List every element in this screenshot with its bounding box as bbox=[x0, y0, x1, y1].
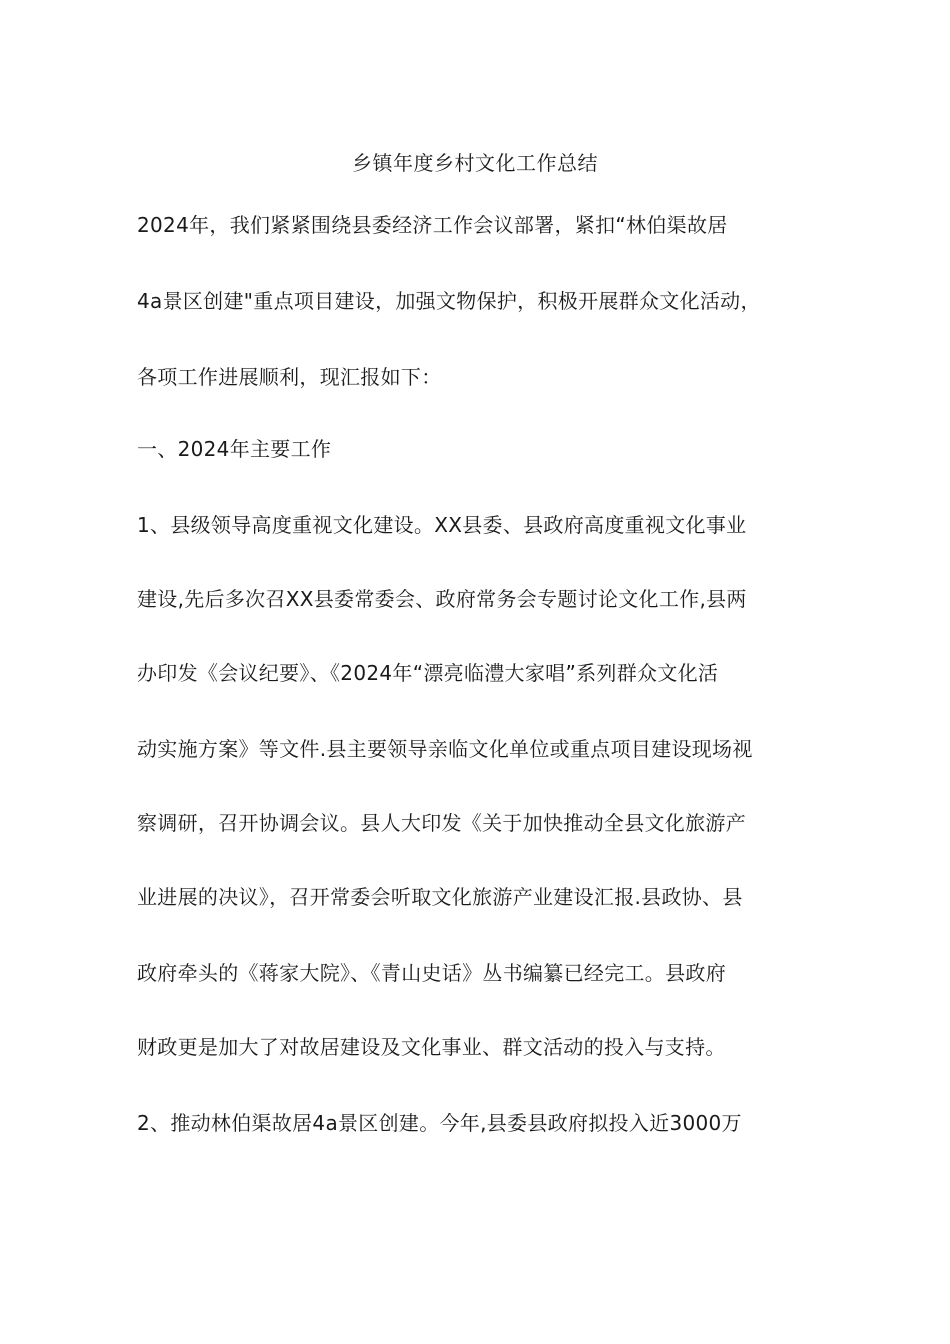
item-1-line-7: 政府牵头的《蒋家大院》、《青山史话》丛书编纂已经完工。县政府 bbox=[137, 961, 726, 985]
intro-line-3: 各项工作进展顺利，现汇报如下： bbox=[137, 365, 442, 389]
item-1-line-1: 1、县级领导高度重视文化建设。XX县委、县政府高度重视文化事业 bbox=[137, 513, 747, 537]
item-1-line-8: 财政更是加大了对故居建设及文化事业、群文活动的投入与支持。 bbox=[137, 1035, 726, 1059]
item-2-line-1: 2、推动林伯渠故居4a景区创建。今年,县委县政府拟投入近3000万 bbox=[137, 1111, 742, 1135]
item-1-line-5: 察调研，召开协调会议。县人大印发《关于加快推动全县文化旅游产 bbox=[137, 811, 746, 835]
item-1-line-2: 建设,先后多次召XX县委常委会、政府常务会专题讨论文化工作,县两 bbox=[137, 587, 747, 611]
section-heading-1: 一、2024年主要工作 bbox=[137, 437, 332, 461]
item-1-line-6: 业进展的决议》，召开常委会听取文化旅游产业建设汇报.县政协、县 bbox=[137, 885, 743, 909]
intro-line-1: 2024年，我们紧紧围绕县委经济工作会议部署，紧扣“林伯渠故居 bbox=[137, 213, 728, 237]
document-title: 乡镇年度乡村文化工作总结 bbox=[352, 151, 598, 175]
intro-line-2: 4a景区创建"重点项目建设，加强文物保护，积极开展群众文化活动， bbox=[137, 289, 761, 313]
item-1-line-4: 动实施方案》等文件.县主要领导亲临文化单位或重点项目建设现场视 bbox=[137, 737, 753, 761]
item-1-line-3: 办印发《会议纪要》、《2024年“漂亮临澧大家唱”系列群众文化活 bbox=[137, 661, 719, 685]
